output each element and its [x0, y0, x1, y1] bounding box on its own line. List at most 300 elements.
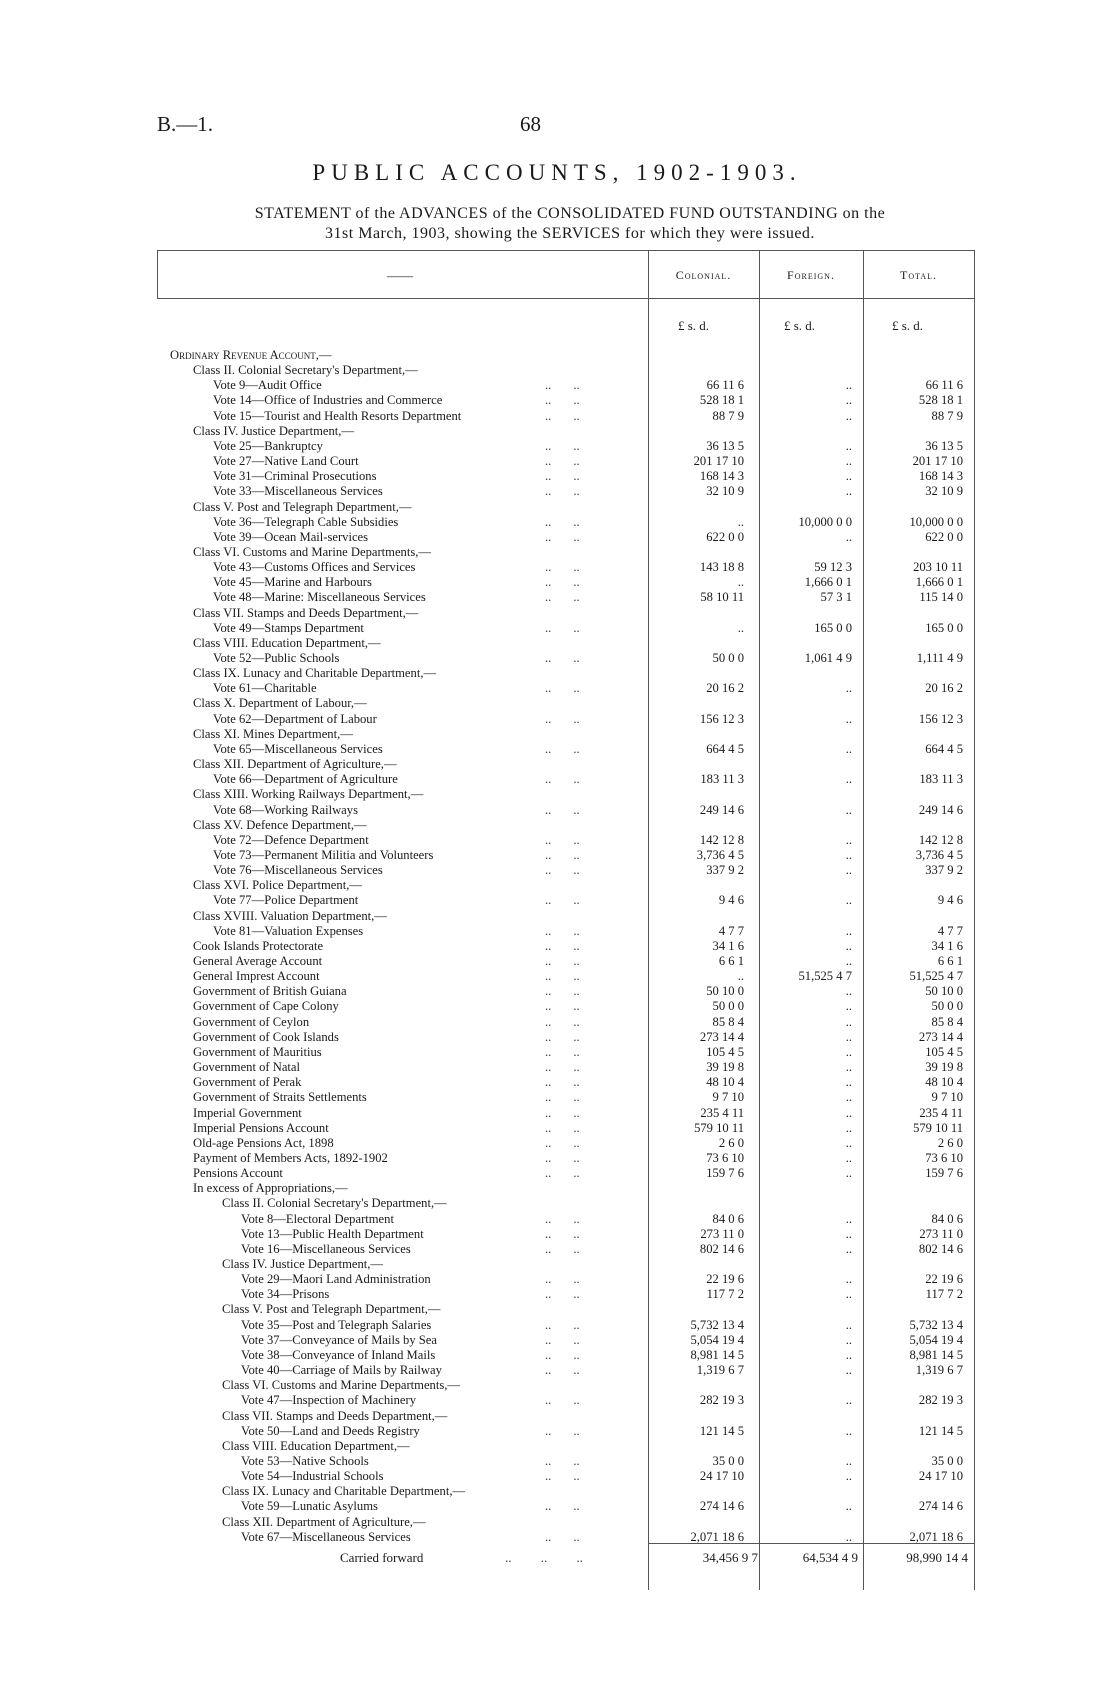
row-label: Government of Mauritius	[193, 1044, 322, 1059]
foreign-amount: ..	[845, 1529, 852, 1544]
colonial-amount: 579 10 11	[694, 1120, 744, 1135]
colonial-amount: 274 14 6	[699, 1499, 744, 1514]
table-row	[0, 530, 1114, 545]
colonial-amount: 34 1 6	[712, 938, 744, 953]
leader-dots: .. ..	[545, 1499, 580, 1514]
document-reference: B.—1.	[157, 112, 214, 136]
table-row	[0, 1227, 1114, 1242]
row-label: Class VI. Customs and Marine Departments,—	[222, 1378, 460, 1393]
row-label: Class XI. Mines Department,—	[193, 726, 353, 741]
foreign-amount: ..	[845, 741, 852, 756]
table-row	[0, 772, 1114, 787]
row-label: Government of Natal	[193, 1060, 301, 1075]
table-row	[0, 1393, 1114, 1408]
colonial-amount: 2,071 18 6	[690, 1529, 744, 1544]
table-row	[0, 757, 1114, 772]
page-title: PUBLIC ACCOUNTS, 1902-1903.	[312, 160, 802, 185]
row-label: Old-age Pensions Act, 1898	[193, 1135, 334, 1150]
leader-dots: .. ..	[545, 1044, 580, 1059]
blank-column-header: ——	[387, 268, 413, 283]
row-label: Class IX. Lunacy and Charitable Department,—	[222, 1484, 466, 1499]
row-label: Vote 29—Maori Land Administration	[241, 1272, 431, 1287]
colonial-amount: 273 14 4	[699, 1029, 744, 1044]
row-label: Vote 65—Miscellaneous Services	[213, 741, 383, 756]
row-label: Class V. Post and Telegraph Department,—	[193, 499, 412, 514]
leader-dots: .. ..	[545, 1347, 580, 1362]
table-row	[0, 606, 1114, 621]
colonial-amount: 3,736 4 5	[696, 847, 744, 862]
row-label: Class VI. Customs and Marine Departments,—	[193, 544, 431, 559]
table-row	[0, 1348, 1114, 1363]
leader-dots: .. ..	[545, 863, 580, 878]
foreign-amount: ..	[845, 393, 852, 408]
table-row	[0, 409, 1114, 424]
table-row	[0, 1454, 1114, 1469]
total-amount: 22 19 6	[925, 1272, 963, 1287]
colonial-amount: 5,054 19 4	[690, 1332, 744, 1347]
colonial-amount: 32 10 9	[706, 484, 744, 499]
table-row	[0, 439, 1114, 454]
table-row	[0, 1333, 1114, 1348]
leader-dots: .. ..	[545, 514, 580, 529]
leader-dots: .. ..	[545, 575, 580, 590]
colonial-units: £ s. d.	[678, 318, 710, 333]
foreign-units: £ s. d.	[784, 318, 816, 333]
row-label: Class VII. Stamps and Deeds Department,—	[222, 1408, 448, 1423]
table-row	[0, 1090, 1114, 1105]
row-label: Vote 40—Carriage of Mails by Railway	[241, 1363, 442, 1378]
row-label: Class IV. Justice Department,—	[222, 1257, 384, 1271]
table-row	[0, 363, 1114, 378]
foreign-amount: ..	[845, 711, 852, 726]
row-label: Government of Ceylon	[193, 1014, 310, 1029]
total-amount: 51,525 4 7	[909, 969, 963, 984]
table-row	[0, 1151, 1114, 1166]
total-amount: 282 19 3	[918, 1393, 963, 1408]
table-row	[0, 454, 1114, 469]
foreign-amount: ..	[845, 1150, 852, 1165]
foreign-amount: ..	[845, 438, 852, 453]
row-label: Class VIII. Education Department,—	[222, 1438, 410, 1453]
leader-dots: .. ..	[545, 1150, 580, 1165]
row-label: Vote 81—Valuation Expenses	[213, 923, 364, 938]
total-amount: 50 0 0	[931, 999, 963, 1014]
foreign-amount: ..	[845, 954, 852, 968]
table-row	[0, 863, 1114, 878]
table-row	[0, 1272, 1114, 1287]
table-row	[0, 742, 1114, 757]
table-row	[0, 1181, 1114, 1196]
table-row	[0, 969, 1114, 984]
total-amount: 117 7 2	[925, 1287, 963, 1302]
table-row	[0, 818, 1114, 833]
table-row	[0, 1045, 1114, 1060]
total-amount: 337 9 2	[925, 863, 963, 878]
leader-dots: .. ..	[545, 832, 580, 847]
row-label: Vote 16—Miscellaneous Services	[241, 1241, 411, 1256]
row-label: Vote 39—Ocean Mail-services	[213, 529, 369, 544]
colonial-amount: 528 18 1	[699, 393, 744, 408]
leader-dots: .. ..	[545, 1090, 580, 1105]
colonial-amount: 249 14 6	[699, 802, 744, 817]
table-row	[0, 999, 1114, 1014]
foreign-amount: 1,666 0 1	[804, 575, 852, 590]
leader-dots: .. ..	[545, 1363, 580, 1378]
row-label: Class XIII. Working Railways Department,—	[193, 787, 424, 802]
colonial-amount: 58 10 11	[700, 590, 744, 605]
statement-heading	[120, 204, 1020, 244]
foreign-amount: ..	[845, 1469, 852, 1484]
foreign-amount: ..	[845, 484, 852, 499]
table-row	[0, 515, 1114, 530]
row-label: Vote 48—Marine: Miscellaneous Services	[213, 590, 426, 605]
leader-dots: .. ..	[545, 620, 580, 635]
table-row	[0, 848, 1114, 863]
total-amount: 2,071 18 6	[909, 1529, 963, 1544]
table-row	[0, 378, 1114, 393]
total-amount: 159 7 6	[925, 1166, 963, 1181]
row-label: Vote 52—Public Schools	[213, 651, 340, 665]
total-amount: 121 14 5	[918, 1423, 963, 1438]
table-row	[0, 1015, 1114, 1030]
foreign-amount: ..	[845, 378, 852, 393]
total-amount: 48 10 4	[925, 1075, 963, 1090]
table-row	[0, 1515, 1114, 1530]
total-amount: 6 6 1	[937, 954, 963, 968]
total-amount: 156 12 3	[918, 711, 963, 726]
row-label: Vote 43—Customs Offices and Services	[213, 560, 416, 575]
row-label: Class IX. Lunacy and Charitable Department,—	[193, 666, 437, 681]
leader-dots: .. ..	[545, 1029, 580, 1044]
colonial-amount: 84 0 6	[712, 1211, 744, 1226]
row-label: Vote 9—Audit Office	[213, 378, 322, 393]
row-label: Vote 62—Department of Labour	[213, 711, 377, 726]
row-label: Vote 36—Telegraph Cable Subsidies	[213, 514, 399, 529]
leader-dots: .. ..	[545, 893, 580, 908]
row-label: Cook Islands Protectorate	[193, 938, 324, 953]
colonial-amount: 622 0 0	[706, 529, 744, 544]
leader-dots: .. ..	[545, 954, 580, 968]
table-row	[0, 1106, 1114, 1121]
row-label: Vote 73—Permanent Militia and Volunteers	[213, 847, 434, 862]
row-label: Vote 72—Defence Department	[213, 832, 369, 847]
colonial-amount: 664 4 5	[706, 741, 744, 756]
total-amount: 73 6 10	[925, 1150, 963, 1165]
row-label: Vote 25—Bankruptcy	[213, 438, 323, 453]
colonial-amount: ..	[737, 620, 744, 635]
colonial-amount: 66 11 6	[706, 378, 744, 393]
colonial-amount: 8,981 14 5	[690, 1347, 744, 1362]
carried-forward-foreign: 64,534 4 9	[802, 1550, 858, 1565]
foreign-amount: ..	[845, 1363, 852, 1378]
row-label: Government of Cook Islands	[193, 1029, 339, 1044]
row-label: Vote 35—Post and Telegraph Salaries	[241, 1317, 432, 1332]
colonial-amount: 282 19 3	[699, 1393, 744, 1408]
colonial-amount: 35 0 0	[712, 1453, 744, 1468]
total-amount: 32 10 9	[925, 484, 963, 499]
foreign-amount: ..	[845, 984, 852, 999]
foreign-amount: ..	[845, 1105, 852, 1120]
table-row	[0, 590, 1114, 605]
leader-dots: .. ..	[545, 1529, 580, 1544]
leader-dots: .. ..	[545, 1423, 580, 1438]
leader-dots: .. ..	[545, 1166, 580, 1181]
colonial-amount: 36 13 5	[706, 438, 744, 453]
row-label: Vote 61—Charitable	[213, 681, 317, 696]
foreign-amount: ..	[845, 1347, 852, 1362]
total-amount: 84 0 6	[931, 1211, 963, 1226]
leader-dots: .. ..	[545, 590, 580, 605]
total-amount: 249 14 6	[918, 802, 963, 817]
table-row	[0, 939, 1114, 954]
row-label: Government of Cape Colony	[193, 999, 339, 1014]
leader-dots: .. ..	[545, 938, 580, 953]
statement-heading-line-1: STATEMENT of the ADVANCES of the CONSOLIDATED FUND OUTSTANDING on the	[254, 205, 886, 222]
colonial-amount: 201 17 10	[693, 454, 744, 469]
total-amount: 579 10 11	[913, 1120, 963, 1135]
total-amount: 39 19 8	[925, 1060, 963, 1075]
foreign-amount: ..	[845, 1044, 852, 1059]
colonial-amount: ..	[737, 575, 744, 590]
table-row	[0, 1439, 1114, 1454]
colonial-amount: 73 6 10	[706, 1150, 744, 1165]
table-row	[0, 1499, 1114, 1514]
colonial-amount: 143 18 8	[699, 560, 744, 575]
colonial-amount: 235 4 11	[700, 1105, 744, 1120]
table-row	[0, 666, 1114, 681]
carried-forward-total: 98,990 14 4	[906, 1550, 968, 1565]
leader-dots: .. ..	[545, 651, 580, 665]
total-amount: 203 10 11	[913, 560, 963, 575]
row-label: Class II. Colonial Secretary's Department,—	[193, 363, 418, 378]
leader-dots: .. ..	[545, 711, 580, 726]
total-amount: 88 7 9	[931, 408, 963, 423]
row-label: Imperial Government	[193, 1105, 302, 1120]
total-amount: 142 12 8	[918, 832, 963, 847]
foreign-amount: ..	[845, 1241, 852, 1256]
leader-dots: .. ..	[545, 923, 580, 938]
colonial-amount: ..	[737, 514, 744, 529]
table-row	[0, 803, 1114, 818]
table-row	[0, 1196, 1114, 1211]
colonial-amount: 105 4 5	[706, 1044, 744, 1059]
row-label: Vote 59—Lunatic Asylums	[241, 1499, 378, 1514]
table-row	[0, 787, 1114, 802]
row-label: Class VII. Stamps and Deeds Department,—	[193, 605, 419, 620]
leader-dots: .. ..	[545, 1120, 580, 1135]
table-row	[0, 1530, 1114, 1545]
colonial-amount: 6 6 1	[718, 954, 744, 968]
total-amount: 168 14 3	[918, 469, 963, 484]
colonial-amount: 1,319 6 7	[696, 1363, 744, 1378]
total-amount: 274 14 6	[918, 1499, 963, 1514]
total-column-header: Total.	[899, 268, 938, 282]
foreign-amount: 59 12 3	[814, 560, 852, 575]
colonial-amount: 337 9 2	[706, 863, 744, 878]
foreign-amount: 10,000 0 0	[798, 514, 852, 529]
foreign-amount: ..	[845, 1317, 852, 1332]
table-row	[0, 893, 1114, 908]
table-row	[0, 1318, 1114, 1333]
row-label: Vote 31—Criminal Prosecutions	[213, 469, 377, 484]
table-row	[0, 621, 1114, 636]
foreign-amount: ..	[845, 1135, 852, 1150]
leader-dots: .. ..	[545, 408, 580, 423]
foreign-amount: ..	[845, 1453, 852, 1468]
row-label: In excess of Appropriations,—	[193, 1181, 348, 1196]
table-row	[0, 878, 1114, 893]
row-label: Class XII. Department of Agriculture,—	[193, 757, 397, 772]
table-row	[0, 484, 1114, 499]
row-label: Vote 47—Inspection of Machinery	[241, 1393, 416, 1408]
leader-dots: .. ..	[545, 1105, 580, 1120]
colonial-amount: 156 12 3	[699, 711, 744, 726]
total-amount: 5,732 13 4	[909, 1317, 963, 1332]
table-row	[0, 696, 1114, 711]
row-label: Government of Perak	[193, 1075, 302, 1090]
leader-dots: .. ..	[545, 484, 580, 499]
table-row	[0, 1212, 1114, 1227]
leader-dots: .. ..	[545, 438, 580, 453]
table-row	[0, 651, 1114, 666]
leader-dots: .. ..	[545, 1287, 580, 1302]
row-label: Vote 8—Electoral Department	[241, 1211, 394, 1226]
table-row	[0, 1287, 1114, 1302]
foreign-amount: ..	[845, 1090, 852, 1105]
colonial-amount: 183 11 3	[700, 772, 744, 787]
foreign-amount: ..	[845, 1029, 852, 1044]
total-amount: 3,736 4 5	[915, 847, 963, 862]
row-label: Vote 76—Miscellaneous Services	[213, 863, 383, 878]
statement-heading-line-2: 31st March, 1903, showing the SERVICES for which they were issued.	[325, 225, 815, 242]
colonial-amount: 9 4 6	[718, 893, 744, 908]
table-row	[0, 1242, 1114, 1257]
table-row	[0, 545, 1114, 560]
row-label: Imperial Pensions Account	[193, 1120, 329, 1135]
table-row	[0, 1378, 1114, 1393]
foreign-amount: ..	[845, 1499, 852, 1514]
foreign-amount: ..	[845, 1014, 852, 1029]
total-amount: 183 11 3	[919, 772, 963, 787]
colonial-amount: 4 7 7	[718, 923, 744, 938]
leader-dots: .. ..	[545, 1075, 580, 1090]
table-row	[0, 1136, 1114, 1151]
table-row	[0, 1363, 1114, 1378]
foreign-amount: ..	[845, 529, 852, 544]
total-amount: 8,981 14 5	[909, 1347, 963, 1362]
total-amount: 115 14 0	[919, 590, 963, 605]
table-top-rule	[157, 250, 975, 251]
total-amount: 273 14 4	[918, 1029, 963, 1044]
total-amount: 9 7 10	[931, 1090, 963, 1105]
row-label: Vote 38—Conveyance of Inland Mails	[241, 1347, 436, 1362]
foreign-amount: ..	[845, 1211, 852, 1226]
row-label: Vote 53—Native Schools	[241, 1453, 369, 1468]
row-label: Class VIII. Education Department,—	[193, 635, 381, 650]
table-row	[0, 1121, 1114, 1136]
colonial-amount: 121 14 5	[699, 1423, 744, 1438]
leader-dots: .. .. ..	[505, 1550, 583, 1565]
row-label: Vote 33—Miscellaneous Services	[213, 484, 383, 499]
row-label: Class XV. Defence Department,—	[193, 817, 367, 832]
foreign-amount: ..	[845, 938, 852, 953]
foreign-amount: ..	[845, 454, 852, 469]
row-label: Class XVIII. Valuation Department,—	[193, 908, 387, 923]
colonial-amount: 168 14 3	[699, 469, 744, 484]
row-label: General Imprest Account	[193, 969, 320, 984]
table-row	[0, 469, 1114, 484]
carried-forward-label: Carried forward	[340, 1550, 424, 1565]
foreign-amount: ..	[845, 1120, 852, 1135]
table-row	[0, 560, 1114, 575]
total-amount: 50 10 0	[925, 984, 963, 999]
table-row	[0, 954, 1114, 969]
row-label: Vote 68—Working Railways	[213, 802, 358, 817]
row-label: Vote 34—Prisons	[241, 1287, 330, 1302]
total-amount: 24 17 10	[918, 1469, 963, 1484]
leader-dots: .. ..	[545, 1060, 580, 1075]
total-amount: 35 0 0	[931, 1453, 963, 1468]
foreign-amount: ..	[845, 1423, 852, 1438]
table-row	[0, 575, 1114, 590]
foreign-amount: ..	[845, 847, 852, 862]
total-amount: 528 18 1	[918, 393, 963, 408]
row-label: Payment of Members Acts, 1892-1902	[193, 1150, 388, 1165]
leader-dots: .. ..	[545, 741, 580, 756]
leader-dots: .. ..	[545, 1135, 580, 1150]
leader-dots: .. ..	[545, 1272, 580, 1287]
colonial-amount: 85 8 4	[712, 1014, 744, 1029]
total-amount: 201 17 10	[912, 454, 963, 469]
total-amount: 2 6 0	[937, 1135, 963, 1150]
foreign-column-header: Foreign.	[787, 268, 835, 282]
table-row	[0, 1257, 1114, 1272]
foreign-amount: 51,525 4 7	[798, 969, 852, 984]
table-row	[0, 636, 1114, 651]
leader-dots: .. ..	[545, 1453, 580, 1468]
table-row	[0, 1302, 1114, 1317]
row-label: Vote 45—Marine and Harbours	[213, 575, 372, 590]
leader-dots: .. ..	[545, 1317, 580, 1332]
row-label: Class XII. Department of Agriculture,—	[222, 1514, 426, 1529]
row-label: General Average Account	[193, 954, 323, 968]
foreign-amount: ..	[845, 893, 852, 908]
row-label: Vote 27—Native Land Court	[213, 454, 359, 469]
row-label: Pensions Account	[193, 1166, 283, 1181]
foreign-amount: ..	[845, 802, 852, 817]
row-label: Class XVI. Police Department,—	[193, 878, 362, 893]
table-row	[0, 909, 1114, 924]
leader-dots: .. ..	[545, 560, 580, 575]
foreign-amount: ..	[845, 1075, 852, 1090]
leader-dots: .. ..	[545, 1241, 580, 1256]
total-units: £ s. d.	[892, 318, 924, 333]
table-row	[0, 1166, 1114, 1181]
total-amount: 273 11 0	[919, 1226, 963, 1241]
carried-forward-colonial: 34,456 9 7	[702, 1550, 758, 1565]
colonial-amount: 88 7 9	[712, 408, 744, 423]
colonial-amount: 5,732 13 4	[690, 1317, 744, 1332]
foreign-amount: ..	[845, 999, 852, 1014]
foreign-amount: ..	[845, 1287, 852, 1302]
table-row	[0, 500, 1114, 515]
row-label: Vote 14—Office of Industries and Commerce	[213, 393, 443, 408]
table-row	[0, 424, 1114, 439]
leader-dots: .. ..	[545, 969, 580, 984]
table-row	[0, 1030, 1114, 1045]
colonial-amount: 9 7 10	[712, 1090, 744, 1105]
leader-dots: .. ..	[545, 529, 580, 544]
